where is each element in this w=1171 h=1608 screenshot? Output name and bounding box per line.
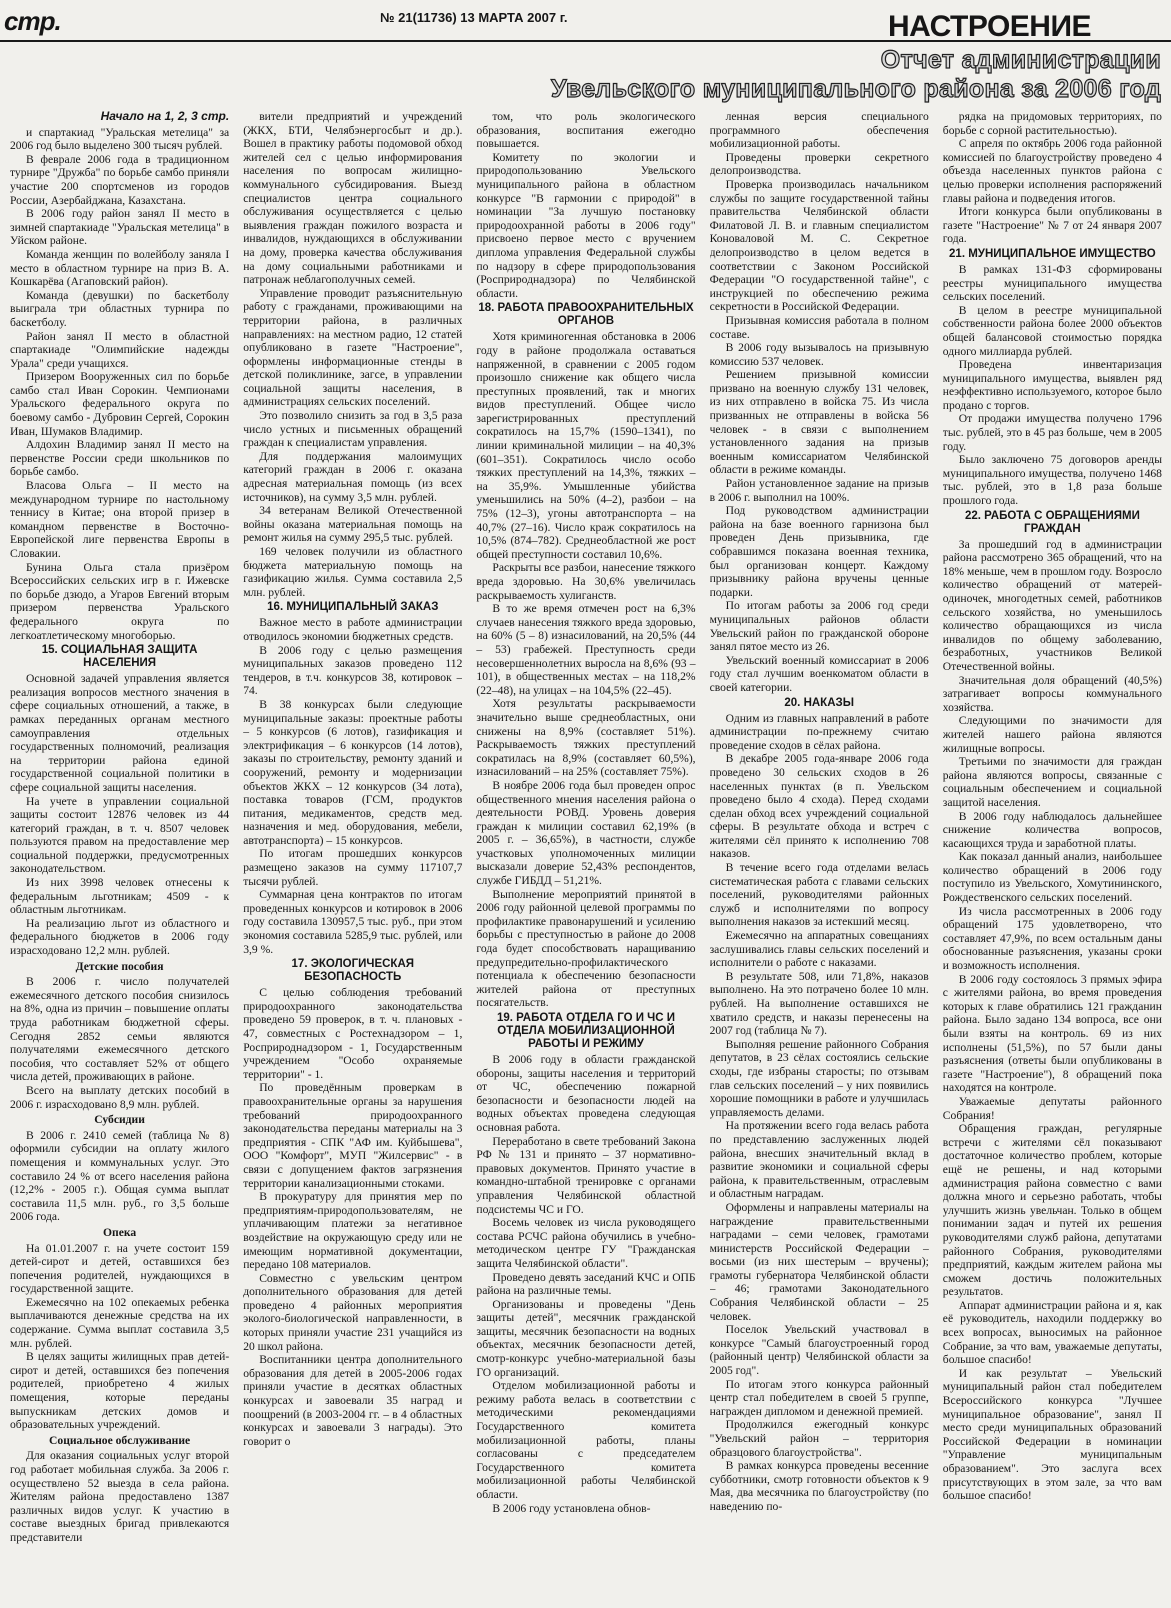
paragraph: По итогам прошедших конкурсов размещено заказов на сумму 117107,7 тысячи рублей.	[243, 847, 463, 888]
paragraph: Управление проводит разъяснительную работу с гражданами, проживающими на территории района, в различных направлениях: на местном радио, 12 статей опубликовано в газете "Настроение", оформлены информационные стенды в детской поликлинике, загсе, в управлении социальной защиты населения, в администрациях сельских поселений.	[243, 286, 463, 409]
paragraph: С апреля по октябрь 2006 года районной комиссией по благоустройству проведено 4 объезда населенных пунктов района с целью проверки исполнения распоряжений главы района и подведения итогов.	[942, 137, 1162, 205]
paragraph: Проведено девять заседаний КЧС и ОПБ района на различные темы.	[476, 1270, 696, 1298]
paragraph: Проверка производилась начальником службы по защите государственной тайны правительства Челябинской области Филатовой Л. В. и главным специалистом Коноваловой М. С. Секретное делопроизводство в целом ведется в соответствии с Законом Российской Федерации "О государственной тайне", с инструкцией по обеспечению режима секретности в Российской Федерации.	[709, 177, 929, 314]
section-heading: 22. РАБОТА С ОБРАЩЕНИЯМИ ГРАЖДАН	[964, 509, 1140, 535]
paragraph: Бунина Ольга стала призёром Всероссийских сельских игр в г. Ижевске по борьбе дзюдо, а Угаров Евгений вторым призером первенства Уральского федерального округа по легкоатлетическому многоборью.	[10, 560, 230, 642]
section-heading: 19. РАБОТА ОТДЕЛА ГО И ЧС И ОТДЕЛА МОБИЛИЗАЦИОННОЙ РАБОТЫ И РЕЖИМУ	[496, 1012, 676, 1050]
paragraph: 169 человек получили из областного бюджета материальную помощь на газификацию жилья. Сумма составила 2,5 млн. рублей.	[243, 545, 463, 599]
paragraph: том, что роль экологического образования, воспитания ежегодно повышается.	[476, 110, 696, 151]
paragraph: И как результат – Увельский муниципальный район стал победителем Всероссийского конкурса "Лучшее муниципальное образование", занял II место среди муниципальных образований Российской Федерации в номинации "Управление муниципальным образованием". Это заслуга всех присутствующих в этом зале, за что вам большое спасибо!	[942, 1366, 1162, 1503]
paragraph: В рамках 131-ФЗ сформированы реестры муниципального имущества сельских поселений.	[942, 262, 1162, 304]
paragraph: От продажи имущества получено 1796 тыс. рублей, это в 45 раз больше, чем в 2005 году.	[942, 412, 1162, 453]
paragraph: Оформлены и направлены материалы на награждение правительственными наградами – семи человек, грамотами министерств Российской Федерации – восьми (из них шестерым – вручены); грамоты губернатора Челябинской области – 46; грамотами Законодательного Собрания Челябинской области – 25 человек.	[709, 1200, 929, 1323]
paragraph: В 2006 году в области гражданской обороны, защиты населения и территорий от ЧС, обеспечению пожарной безопасности и безопасности людей на водных объектах проведена следующая основная работа.	[476, 1053, 696, 1134]
paragraph: В 2006 г. 2410 семей (таблица № 8) оформили субсидии на оплату жилого помещения и коммунальных услуг. Это составило 24 % от всего населения района (12,2% - 2005 г.). Общая сумма выплат составила 11,5 млн. руб., го 3,5 больше 2006 года.	[10, 1128, 230, 1224]
section-heading: 18. РАБОТА ПРАВООХРАНИТЕЛЬНЫХ ОРГАНОВ	[478, 302, 694, 328]
section-heading: 21. МУНИЦИПАЛЬНОЕ ИМУЩЕСТВО	[949, 247, 1156, 260]
paragraph: На учете в управлении социальной защиты состоит 12876 человек из 44 категорий граждан, в т. ч. 8507 человек пользуются правом на предоставление мер социальной поддержки, предусмотренных законодательством.	[10, 794, 230, 876]
subsection-heading: Опека	[103, 1225, 137, 1239]
paragraph: В 2006 году с целью размещения муниципальных заказов проведено 112 тендеров, в т.ч. конкурсов 38, котировок – 74.	[243, 643, 463, 698]
paragraph: В феврале 2006 года в традиционном турнире "Дружба" по борьбе самбо приняли участие 200 спортсменов из городов России, Азербайджана, Казахстана.	[10, 152, 230, 207]
subsection-heading: Социальное обслуживание	[49, 1433, 191, 1447]
paragraph: Проведены проверки секретного делопроизводства.	[709, 150, 929, 178]
paragraph: В 2006 году состоялось 3 прямых эфира с жителями района, во время проведения которых к главе обратились 121 гражданин района. Было задано 134 вопроса, все они были взяты на контроль. 69 из них исполнены (51,5%), по 57 были даны разъяснения (ответы были опубликованы в газете "Настроение"), 8 обращений пока находятся на контроле.	[942, 972, 1162, 1095]
paragraph: В то же время отмечен рост на 6,3% случаев нанесения тяжкого вреда здоровью, на 60% (5 – 8) изнасилований, на 20,5% (44 – 53) грабежей. Преступность среди несовершеннолетних выросла на 8,6% (93 – 101), в общественных местах – на 118,2% (22–48), на улицах – на 104,5% (22–45).	[476, 602, 696, 697]
paragraph: Команда (девушки) по баскетболу выиграла три областных турнира по баскетболу.	[10, 288, 230, 329]
column-2	[243, 110, 462, 1604]
paragraph: Как показал данный анализ, наибольшее количество обращений в 2006 году поступило из Увельского, Хомутининского, Рождественского сельских поселений.	[942, 850, 1162, 905]
paragraph: В прокуратуру для принятия мер по предприятиям-природопользователям, не уплачивающим платежи за негативное воздействие на окружающую среду или не имеющим нормативной документации, передано 108 материалов.	[243, 1190, 463, 1272]
paragraph: Организованы и проведены "День защиты детей", месячник гражданской защиты, месячник безопасности на водных объектах, месячник безопасности детей, смотр-конкурс учебно-материальной базы ГО организаций.	[476, 1297, 696, 1379]
continuation-note: Начало на 1, 2, 3 стр.	[100, 110, 230, 123]
paragraph: Из числа рассмотренных в 2006 году обращений 175 удовлетворено, что составляет 47,9%, по всем остальным даны обоснованные разъяснения, указаны сроки и возможность исполнения.	[942, 904, 1162, 973]
paragraph: В целом в реестре муниципальной собственности района более 2000 объектов общей балансовой стоимостью порядка одного миллиарда рублей.	[942, 303, 1162, 358]
paragraph: На протяжении всего года велась работа по представлению заслуженных людей района, внесших значительный вклад в развитие экономики и социальной сферы района, к правительственным, отраслевым и областным наградам.	[709, 1119, 929, 1201]
paragraph: Одним из главных направлений в работе администрации по-прежнему считаю проведение сходов в сёлах района.	[709, 711, 929, 752]
paragraph: Власова Ольга – II место на международном турнире по настольному теннису в Китае; она второй призер в командном первенстве в Восточно-Европейской лиге первенства Европы в Словакии.	[10, 479, 230, 560]
paragraph: В 2006 г. число получателей ежемесячного детского пособия снизилось на 8%, одна из причин – повышение оплаты труда работникам бюджетной сферы. Сегодня 2852 семьи являются получателями ежемесячного детского пособия, что составляет 52% от общего числа детей, проживающих в районе.	[10, 975, 230, 1084]
paragraph: Третьими по значимости для граждан района являются вопросы, связанные с социальным обеспечением и социальной защитой населения.	[942, 755, 1162, 809]
paragraph: В 38 конкурсах были следующие муниципальные заказы: проектные работы – 5 конкурсов (6 лотов), газификация и электрификация – 6 конкурсов (14 лотов), заказы по строительству, ремонту зданий и сооружений, ремонту и модернизации объектов ЖКХ – 12 конкурсов (34 лота), поставка товаров (ГСМ, продуктов питания, медикаментов, средств мед. назначения и мед. оборудования, мебели, автотранспорта) – 15 конкурсов.	[243, 697, 463, 847]
paragraph: В 2006 году установлена обнов-	[492, 1501, 651, 1515]
paragraph: Алдохин Владимир занял II место на первенстве России среди школьников по борьбе самбо.	[10, 438, 230, 479]
paragraph: В 2006 году вызывалось на призывную комиссию 537 человек.	[709, 341, 929, 368]
subsection-heading: Субсидии	[94, 1113, 145, 1127]
paragraph: Ежемесячно на аппаратных совещаниях заслушивались главы сельских поселений и исполнители о работе с наказами.	[709, 929, 929, 970]
paragraph: Район занял II место в областной спартакиаде "Олимпийские надежды Урала" среди учащихся.	[10, 329, 230, 370]
headline-line-1: Отчет администрации	[880, 46, 1161, 74]
paragraph: Район установленное задание на призыв в 2006 г. выполнил на 100%.	[709, 477, 929, 504]
paragraph: Призером Вооруженных сил по борьбе самбо стал Иван Сорокин. Чемпионами Уральского федерального округа по боевому самбо - Дубровин Сергей, Сорокин Иван, Шумаков Владимир.	[10, 370, 230, 438]
paragraph: Хотя криминогенная обстановка в 2006 году в районе продолжала оставаться напряженной, в сравнении с 2005 годом произошло снижение как общего числа преступных проявлений, так и многих видов преступлений. Общее число зарегистрированных преступлений сократилось на 15,7% (1590–1341), по линии криминальной милиции – на 40,3% (601–351). Сократилось число особо тяжких преступлений на 14,3%, тяжких – на 35,9%. Умышленные убийства уменьшились на 50% (4–2), разбои – на 75% (12–3), угоны автотранспорта – на 40,7% (27–16). Число краж сократилось на 10,5% (874–782). Среднеобластной же рост общей преступности составил 10,6%.	[476, 330, 696, 561]
paragraph: В декабре 2005 года-январе 2006 года проведено 30 сельских сходов в 26 населенных пунктах (в п. Увельском проведено было 4 схода). Перед сходами сделан обход всех учреждений социальной сферы. В результате обхода и встреч с жителями сёл принято к исполнению 708 наказов.	[709, 752, 929, 861]
paragraph: Поселок Увельский участвовал в конкурсе "Самый благоустроенный город (районный центр) Челябинской области за 2005 год".	[709, 1323, 929, 1378]
subsection-heading: Детские пособия	[75, 959, 164, 973]
article-headline	[551, 46, 1161, 104]
article-columns	[10, 110, 1162, 1604]
paragraph: Проведена инвентаризация муниципального имущества, выявлен ряд неэффективно используемого, которое было продано с торгов.	[942, 358, 1162, 412]
paragraph: ленная версия специального программного обеспечения мобилизационной работы.	[709, 110, 929, 151]
section-heading: 20. НАКАЗЫ	[784, 696, 854, 709]
paragraph: Из них 3998 человек отнесены к федеральным льготникам; 4509 - к областным льготникам.	[10, 876, 230, 917]
paragraph: Восемь человек из числа руководящего состава РСЧС района обучились в учебно-методическом центре ГУ "Гражданская защита Челябинской области".	[476, 1216, 696, 1270]
paragraph: В результате 508, или 71,8%, наказов выполнено. На это потрачено более 10 млн. рублей. На выполнение оставшихся не хватило средств, и наказы перенесены на 2007 год (таблица № 7).	[709, 969, 929, 1038]
paragraph: По итогам работы за 2006 год среди муниципальных районов области Увельский район по гражданской обороне занял пятое место из 26.	[709, 599, 929, 654]
paragraph: Ежемесячно на 102 опекаемых ребенка выплачиваются денежные средства на их содержание. Сумма выплат составила 3,5 млн. рублей.	[10, 1295, 230, 1350]
column-1	[10, 110, 229, 1604]
paragraph: По проведённым проверкам в правоохранительные органы за нарушения требований природоохранного законодательства переданы материалы на 3 предприятия - СПК "АФ им. Куйбышева", ООО "Комфорт", МУП "Жилсервис" - в связи с допущением фактов загрязнения территории канализационными стоками.	[243, 1081, 463, 1190]
paragraph: Комитету по экологии и природопользованию Увельского муниципального района в областном конкурсе "В гармонии с природой" в номинации "За лучшую постановку природоохранной работы в 2006 году" присвоено первое место с вручением дипломa управления Федеральной службы по надзору в сфере природопользования (Росприроднадзора) по Челябинской области.	[476, 150, 696, 300]
paragraph: Раскрыты все разбои, нанесение тяжкого вреда здоровью. На 30,6% увеличилась раскрываемость хулиганств.	[476, 561, 696, 602]
paragraph: Основной задачей управления является реализация вопросов местного значения в сфере социальных отношений, а также, в рамках переданных органам местного самоуправления отдельных государственных полномочий, реализация на территории района единой государственной социальной политики в сфере социальной защиты населения.	[10, 672, 230, 794]
paragraph: По итогам этого конкурса районный центр стал победителем в своей 5 группе, награжден дипломом и денежной премией.	[709, 1377, 929, 1418]
newspaper-rubric: НАСТРОЕНИЕ	[888, 10, 1092, 43]
paragraph: и спартакиад "Уральская метелица" за 2006 год было выделено 300 тысяч рублей.	[10, 125, 230, 153]
paragraph: Отделом мобилизационной работы и режиму работа велась в соответствии с методическими рекомендациями Государственного комитета мобилизационной работы, планы согласованы с председателем Государственного комитета мобилизационной работы Челябинской области.	[476, 1379, 696, 1501]
paragraph: Итоги конкурса были опубликованы в газете "Настроение" № 7 от 24 января 2007 года.	[942, 205, 1162, 246]
headline-line-2: Увельского муниципального района за 2006 год	[550, 75, 1161, 103]
paragraph: На 01.01.2007 г. на учете состоит 159 детей-сирот и детей, оставшихся без попечения родителей, нуждающихся в государственной защите.	[10, 1241, 230, 1296]
paragraph: Уважаемые депутаты районного Собрания!	[942, 1094, 1162, 1122]
paragraph: Выполняя решение районного Собрания депутатов, в 23 сёлах состоялись сельские сходы, где избраны старосты; по отзывам глав сельских поселений – у них появились хорошие помощники в работе и улучшилась управляемость делами.	[709, 1037, 929, 1119]
paragraph: Увельский военный комиссариат в 2006 году стал лучшим военкоматом области в своей категории.	[709, 653, 929, 694]
section-heading: 17. ЭКОЛОГИЧЕСКАЯ БЕЗОПАСНОСТЬ	[291, 958, 415, 984]
paragraph: В 2006 году наблюдалось дальнейшее снижение количества вопросов, касающихся труда и заработной платы.	[942, 809, 1162, 850]
paragraph: С целью соблюдения требований природоохранного законодательства проведено 59 проверок, в т. ч. плановых - 47, совместных с Ростехнадзором – 1, Росприроднадзором - 1, Государственным учреждением "Особо охраняемые территории" - 1.	[243, 986, 463, 1081]
page-number: стр.	[4, 6, 61, 36]
section-heading: 15. СОЦИАЛЬНАЯ ЗАЩИТА НАСЕЛЕНИЯ	[41, 644, 198, 670]
paragraph: Продолжился ежегодный конкурс "Увельский район – территория образцового благоустройства".	[709, 1418, 929, 1459]
paragraph: Для оказания социальных услуг второй год работает мобильная служба. За 2006 г. осуществлено 52 выезда в села района. Жителям района предоставлено 1387 различных видов услуг. К участию в составе выездных бригад привлекаются представители	[10, 1449, 230, 1544]
paragraph: В рамках конкурса проведены весенние субботники, смотр готовности объектов к 9 Мая, два месячника по благоустройству (по наведению по-	[709, 1459, 929, 1513]
paragraph: Выполнение мероприятий принятой в 2006 году районной целевой программы по профилактике правонарушений и усилению борьбы с преступностью в районе до 2008 года будет способствовать наращиванию предупредительно-профилактического потенциала к обеспечению безопасности жителей района от преступных посягательств.	[476, 887, 696, 1010]
paragraph: вители предприятий и учреждений (ЖКХ, БТИ, Челябэнергосбыт и др.). Вошел в практику работы подомовой обход жителей сел с целью информирования населения по вопросам жилищно-коммунального субсидирования. Выезд специалистов центра социального обслуживания осуществляется с целью выявления граждан пожилого возраста и инвалидов, нуждающихся в обслуживании на дому, проверка качества обслуживания на дому социальными работниками и патронаж неблагополучных семей.	[243, 110, 463, 287]
column-3	[476, 110, 695, 1604]
paragraph: На реализацию льгот из областного и федерального бюджетов в 2006 году израсходовано 12,2 млн. рублей.	[10, 916, 230, 958]
paragraph: В целях защиты жилищных прав детей-сирот и детей, оставшихся без попечения родителей, приобретено 4 жилых помещения, которые переданы выпускникам детских домов и образовательных учреждений.	[10, 1350, 230, 1432]
paragraph: 34 ветеранам Великой Отечественной войны оказана материальная помощь на ремонт жилья на сумму 295,5 тыс. рублей.	[243, 504, 463, 545]
paragraph: Всего на выплату детских пособий в 2006 г. израсходовано 8,9 млн. рублей.	[10, 1083, 230, 1111]
paragraph: Под руководством администрации района на базе военного гарнизона был проведен День призывника, где собравшимся показана военная техника, был организован концерт. Каждому призывнику района вручены ценные подарки.	[709, 504, 929, 599]
section-heading: 16. МУНИЦИПАЛЬНЫЙ ЗАКАЗ	[267, 601, 439, 614]
paragraph: В ноябре 2006 года был проведен опрос общественного мнения населения района о деятельности РОВД. Уровень доверия граждан к милиции составил 62,19% (в 2005 г. – 36,65%), в частности, службе участковых уполномоченных милиции высказали доверие 52,43% респондентов, службе ГИБДД – 51,21%.	[476, 778, 696, 888]
paragraph: Воспитанники центра дополнительного образования для детей в 2005-2006 годах приняли участие в десятках областных конкурсах и завоевали 35 наград и поощрений (в 2003-2004 гг. – в 4 областных конкурсах и завоевали 3 награды). Это говорит о	[243, 1353, 463, 1448]
paragraph: Это позволило снизить за год в 3,5 раза число устных и письменных обращений граждан к специалистам управления.	[243, 409, 463, 450]
column-5	[943, 110, 1162, 1604]
paragraph: Команда женщин по волейболу заняла I место в областном турнире на приз В. А. Кошкарёва (Агаповский район).	[10, 247, 230, 289]
paragraph: Следующими по значимости для жителей нашего района являются жилищные вопросы.	[942, 714, 1162, 755]
paragraph: В течение всего года отделами велась систематическая работа с главами сельских поселений, руководителями районных служб и исполнителями по вопросу выполнения наказов за истекший месяц.	[709, 861, 929, 929]
paragraph: Хотя результаты раскрываемости значительно выше среднеобластных, они снижены на 8,9% (составляет 51%). Раскрываемость тяжких преступлений сократилась на 8,9% (составляет 60,5%), изнасилований – на 25% (составляет 75%).	[476, 697, 696, 779]
paragraph: Значительная доля обращений (40,5%) затрагивает вопросы коммунального хозяйства.	[942, 673, 1162, 714]
paragraph: Важное место в работе администрации отводилось экономии бюджетных средств.	[243, 616, 463, 643]
paragraph: Призывная комиссия работала в полном составе.	[709, 313, 929, 341]
paragraph: За прошедший год в администрации района рассмотрено 365 обращений, что на 18% меньше, чем в прошлом году. Возросло количество обращений от матерей-одиночек, многодетных семей, работников сельского хозяйства, но уменьшилось количество обращающихся из числа инвалидов по общему заболеванию, безработных, участников Великой Отечественной войны.	[942, 537, 1162, 673]
paragraph: рядка на придомовых территориях, по борьбе с сорной растительностью).	[942, 110, 1162, 137]
paragraph: Совместно с увельским центром дополнительного образования для детей проведено 4 районных мероприятия эколого-биологической направленности, в которых приняли участие 231 учащийся из 20 школ района.	[243, 1271, 463, 1353]
issue-line: № 21(11736) 13 МАРТА 2007 г.	[380, 10, 568, 25]
paragraph: Суммарная цена контрактов по итогам проведенных конкурсов и котировок в 2006 году составила 130957,5 тыс. руб., при этом экономия составила 5285,9 тыс. рублей, или 3,9 %.	[243, 888, 463, 956]
column-4	[710, 110, 929, 1604]
paragraph: Обращения граждан, регулярные встречи с жителями сёл показывают достаточное количество проблем, которые ещё не решены, и над которыми администрация района совместно с вами должна много и серьезно работать, чтобы улучшить жизнь увельчан. Только в общем понимании задач и путей их решения руководителями служб района, депутатами районного Собрания, руководителями предприятий, каждым жителем района мы сможем достичь положительных результатов.	[942, 1122, 1162, 1299]
paragraph: Для поддержания малоимущих категорий граждан в 2006 г. оказана адресная материальная помощь (из всех источников), на сумму 3,5 млн. рублей.	[243, 449, 463, 504]
paragraph: Было заключено 75 договоров аренды муниципального имущества, получено 1468 тыс. рублей, это в 1,8 раза больше прошлого года.	[942, 453, 1162, 508]
paragraph: Решением призывной комиссии призвано на военную службу 131 человек, из них отправлено в войска 75. Из числа призванных не отправлены в войска 56 человек - в связи с выполнением установленного задания на призыв военным комиссариатом Челябинской области в режиме команды.	[709, 368, 929, 477]
paragraph: В 2006 году район занял II место в зимней спартакиаде "Уральская метелица" в Уйском районе.	[10, 207, 230, 248]
paragraph: Аппарат администрации района и я, как её руководитель, находили поддержку во всех вопросах, выносимых на районное Собрание, за что вам, уважаемые депутаты, большое спасибо!	[942, 1298, 1162, 1367]
paragraph: Переработано в свете требований Закона РФ № 131 и принято – 37 нормативно-правовых документов. Принято участие в командно-штабной тренировке с органами управления Челябинской областной подсистемы ЧС и ГО.	[476, 1134, 696, 1216]
